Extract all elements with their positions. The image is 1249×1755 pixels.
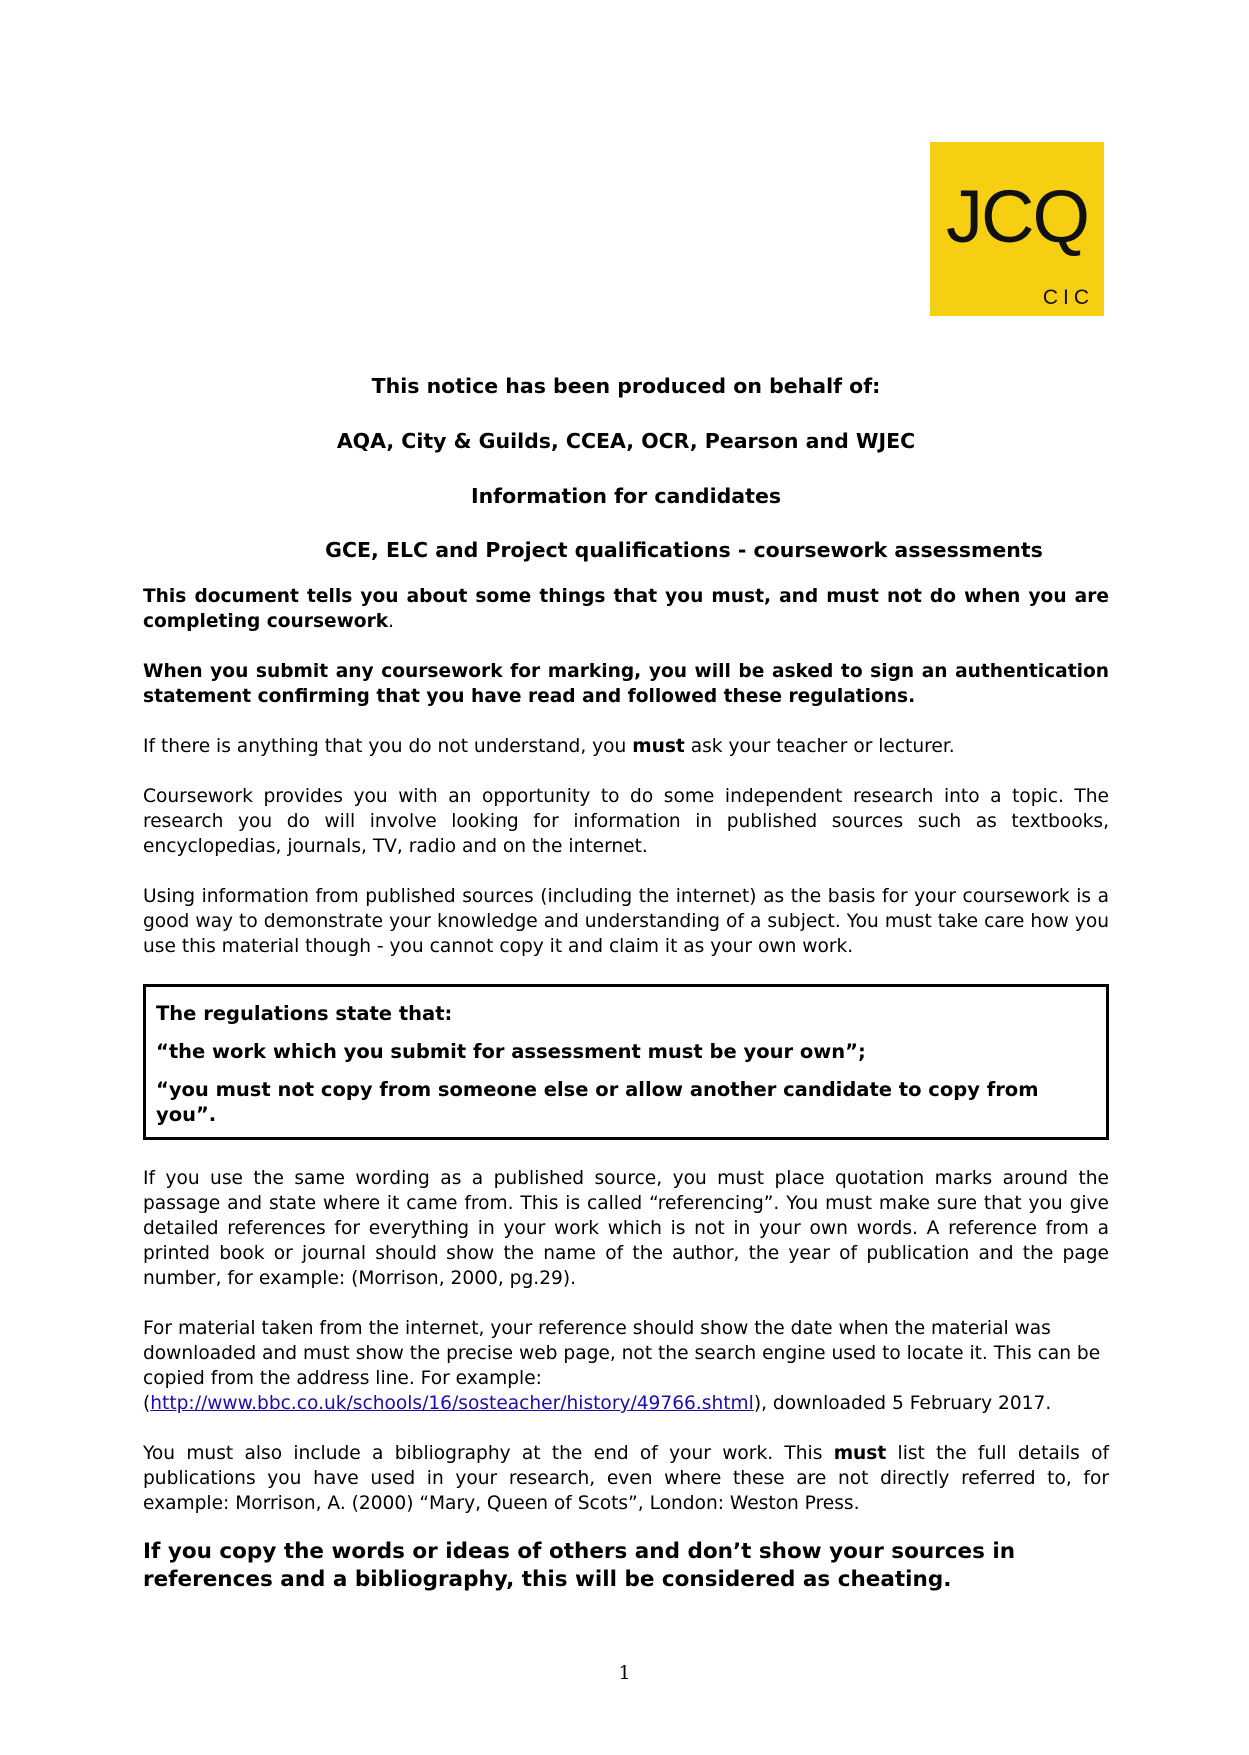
internet-paragraph bbox=[143, 1316, 1109, 1416]
document-body bbox=[143, 372, 1109, 1594]
bibliography-after: list the full details of publications you have used in your research, even where these are not directly referred to, for example: Morrison, A. (2000) “Mary, Queen of Scots”, London: Weston Press. bbox=[143, 1443, 1110, 1514]
understand-after: ask your teacher or lecturer. bbox=[684, 736, 955, 757]
internet-open-paren: ( bbox=[143, 1393, 151, 1414]
logo-text: JCQ bbox=[946, 175, 1088, 258]
info-heading: Information for candidates bbox=[470, 484, 782, 508]
regulation-rule-2: “you must not copy from someone else or allow another candidate to copy from you”. bbox=[156, 1078, 1039, 1126]
understand-paragraph bbox=[143, 734, 1109, 759]
regulations-box bbox=[143, 984, 1109, 1140]
page-number: 1 bbox=[618, 1662, 631, 1684]
bibliography-must: must bbox=[833, 1443, 887, 1464]
regulation-rule-1: “the work which you submit for assessment must be your own”; bbox=[156, 1040, 866, 1063]
understand-must: must bbox=[632, 736, 685, 757]
regulations-heading: The regulations state that: bbox=[156, 1002, 453, 1025]
jcq-logo bbox=[930, 142, 1104, 316]
qualifications-heading: GCE, ELC and Project qualifications - coursework assessments bbox=[325, 538, 1043, 562]
cheating-warning: If you copy the words or ideas of others and don’t show your sources in references and a bibliography, this will be considered as cheating. bbox=[143, 1539, 1016, 1592]
internet-text: For material taken from the internet, your reference should show the date when the material was downloaded and must show the precise web page, not the search engine used to locate it. This can be copied from the address line. For example: bbox=[143, 1318, 1101, 1389]
awarding-bodies-heading: AQA, City & Guilds, CCEA, OCR, Pearson and WJEC bbox=[336, 429, 916, 453]
example-link[interactable]: http://www.bbc.co.uk/schools/16/sosteacher/history/49766.shtml bbox=[150, 1393, 754, 1414]
internet-close: ), downloaded 5 February 2017. bbox=[753, 1393, 1052, 1414]
produced-for-heading: This notice has been produced on behalf of: bbox=[371, 374, 881, 398]
intro-period: . bbox=[388, 611, 395, 632]
referencing-paragraph: If you use the same wording as a published source, you must place quotation marks around the passage and state where it came from. This is called “referencing”. You must make sure that you give detailed references for everything in your work which is not in your own words. A reference from a printed book or journal should show the name of the author, the year of publication and the page number, for example: (Morrison, 2000, pg.29). bbox=[143, 1168, 1109, 1289]
sources-paragraph: Using information from published sources (including the internet) as the basis for your coursework is a good way to demonstrate your knowledge and understanding of a subject. You must take care how you use this material though - you cannot copy it and claim it as your own work. bbox=[143, 886, 1109, 957]
understand-before: If there is anything that you do not understand, you bbox=[143, 736, 633, 757]
intro-text: This document tells you about some things that you must, and must not do when you are completing coursework bbox=[143, 586, 1109, 632]
bibliography-paragraph bbox=[143, 1441, 1109, 1516]
logo-subtext: CIC bbox=[1042, 286, 1094, 309]
authentication-paragraph: When you submit any coursework for marking, you will be asked to sign an authentication statement confirming that you have read and followed these regulations. bbox=[143, 661, 1109, 707]
bibliography-before: You must also include a bibliography at the end of your work. This bbox=[143, 1443, 834, 1464]
research-paragraph: Coursework provides you with an opportunity to do some independent research into a topic. The research you do will involve looking for information in published sources such as textbooks, encyclopedias, journals, TV, radio and on the internet. bbox=[143, 786, 1109, 857]
intro-paragraph bbox=[143, 584, 1109, 634]
